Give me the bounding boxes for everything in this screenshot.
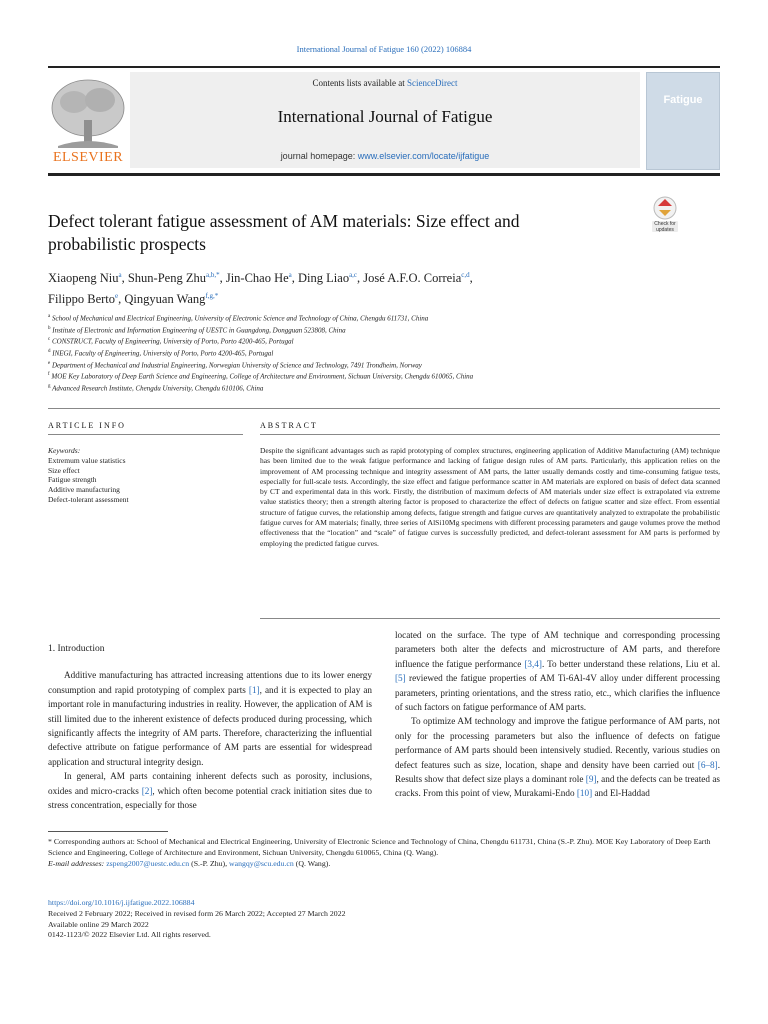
- affiliation-item: $^f$ MOE Key Laboratory of Deep Earth Science and Engineering, College of Architecture and Environment, Sichuan University, Chengdu 610065, China: [48, 372, 474, 381]
- keywords-label: Keywords:: [48, 446, 81, 455]
- author-aff[interactable]: a,c: [349, 271, 358, 279]
- reference-link[interactable]: [5]: [395, 673, 406, 684]
- affiliation-item: $^b$ Institute of Electronic and Information Engineering of UESTC in Guangdong, Dongguan 523808, China: [48, 325, 346, 334]
- divider: [260, 618, 720, 619]
- corresponding-author-note: * Corresponding authors at: School of Mechanical and Electrical Engineering, University of Electronic Science and Technology of China, Chengdu 611731, China (S.-P. Zhu). MOE Key Laboratory of Deep Earth Science and Engineering, College of Architecture and Environment, Sichuan University, Chengdu 610065, China (Q. Wang).: [48, 837, 711, 857]
- author-aff[interactable]: c,d: [461, 271, 470, 279]
- paragraph: In general, AM parts containing inherent defects such as porosity, inclusions, oxides and micro-cracks [2], which often become potential crack initiation sites due to stress concentration, especially for those: [48, 771, 372, 811]
- reference-link[interactable]: [6–8]: [697, 759, 718, 770]
- journal-homepage: [130, 151, 640, 161]
- divider: [260, 434, 720, 435]
- homepage-link[interactable]: www.elsevier.com/locate/ijfatigue: [357, 151, 490, 161]
- author[interactable]: Filippo Berto: [48, 292, 116, 307]
- received-dates: Received 2 February 2022; Received in revised form 26 March 2022; Accepted 27 March 2022: [48, 908, 346, 918]
- header-rule-top: [48, 66, 720, 68]
- author[interactable]: José A.F.O. Correia: [363, 271, 462, 286]
- author-aff[interactable]: f,g,*: [205, 292, 219, 301]
- contents-prefix: Contents lists available at: [312, 78, 407, 88]
- affiliation-item: $^e$ Department of Mechanical and Industrial Engineering, Norwegian University of Science and Technology, 7491 Trondheim, Norway: [48, 360, 422, 369]
- paragraph: located on the surface. The type of AM technique and corresponding processing parameters both alter the defects and microstructure of AM parts, and therefore influence the fatigue performance [3,4]. To better understand these relations, Liu et al. [5] reviewed the fatigue properties of AM Ti-6Al-4V alloy under different processing parameters, printing orientations, and the stress ratio, etc., which clarifies the influence of such factors on fatigue performance of AM parts.: [395, 630, 720, 713]
- affiliations: [48, 312, 668, 393]
- paragraph: Additive manufacturing has attracted increasing attentions due to its lower energy consumption and rapid prototyping of complex parts [1], and it is expected to play an important role in manufacturing industries in reality. However, the application of AM is still limited due to the inherent existence of defects produced during processing, which significantly affects the integrity of AM parts. Therefore, characterizing the influential defective attribute on fatigue performance of AM parts are essential for widespread application and structural integrity design.: [48, 670, 372, 767]
- keyword: Defect-tolerant assessment: [48, 494, 129, 504]
- article-metadata: [48, 898, 720, 941]
- section-heading: 1. Introduction: [48, 644, 105, 654]
- author[interactable]: Qingyuan Wang: [124, 292, 206, 307]
- affiliation-item: $^d$ INEGI, Faculty of Engineering, University of Porto, Porto 4200-465, Portugal: [48, 348, 274, 358]
- body-column-right: [395, 628, 720, 801]
- journal-cover-thumbnail[interactable]: [646, 72, 720, 170]
- author-aff[interactable]: a,b,*: [205, 271, 220, 279]
- doi-link[interactable]: https://doi.org/10.1016/j.ijfatigue.2022.106884: [48, 898, 195, 907]
- copyright: 0142-1123/© 2022 Elsevier Ltd. All rights reserved.: [48, 930, 211, 940]
- reference-link[interactable]: [3,4]: [524, 658, 542, 669]
- abstract-text: Despite the significant advantages such as rapid prototyping of complex structures, engineering application of Additive Manufacturing (AM) technique has been limited due to the weak fatigue performance and lacking of fatigue design rules of AM parts. Particularly, this application relies on the improvement of AM processing technique and integrity assessment of AM parts, the latter usually demands costly and time-consuming fatigue tests, especially for full-scale tests. Accordingly, the size effect and fatigue performance scatter in AM materials are explored on basis of defect data scanned by CT and experimental data in this work. Firstly, the distribution of maximum defects of AM materials under size effect is extrapolated via extreme value statistics theory; then a strength altering factor is proposed to characterize the effect of defects on fatigue scatter and size effect. From essential structure of fatigue curves, the relationship among defects, fatigue strength and fatigue curves are quantitatively analyzed to extrapolate the probabilistic fatigue curves for AM materials; finally, three series of AlSi10Mg specimens with different processing parameters and gauge volumes prove the method effectiveness that the “location” and “scale” of fatigue curves is successfully predicted, and defect-tolerant assessment for AM parts is performed by employing the predicted fatigue curves.: [260, 446, 720, 548]
- reference-link[interactable]: [1]: [248, 684, 260, 695]
- divider: [48, 434, 243, 435]
- affiliation-item: $^a$ School of Mechanical and Electrical Engineering, University of Electronic Science and Technology of China, Chengdu 611731, China: [48, 314, 429, 323]
- divider: [48, 408, 720, 409]
- keyword: Fatigue strength: [48, 475, 97, 485]
- homepage-label: journal homepage:: [280, 151, 358, 161]
- cover-title: Fatigue: [663, 94, 703, 106]
- author-aff[interactable]: a: [288, 271, 292, 279]
- available-online: Available online 29 March 2022: [48, 919, 149, 929]
- footnote: [48, 837, 720, 869]
- keyword: Size effect: [48, 465, 80, 475]
- email-line: E-mail addresses: zspeng2007@uestc.edu.cn (S.-P. Zhu), wangqy@scu.edu.cn (Q. Wang).: [48, 858, 331, 868]
- contents-line: [130, 78, 640, 88]
- author-aff[interactable]: e: [115, 292, 119, 301]
- sciencedirect-link[interactable]: ScienceDirect: [407, 78, 458, 88]
- author-list: Xiaopeng Niu$^a$, Shun-Peng Zhu$^{a,b,*}$, Jin-Chao He$^a$, Ding Liao$^{a,c}$, José A.F.O. Correia$^{c,d}$, Filippo Berto$^e$, Qingyuan Wang$^{f,g,*}$: [48, 271, 473, 307]
- email-link[interactable]: zspeng2007@uestc.edu.cn: [106, 858, 190, 868]
- affiliation-item: $^c$ CONSTRUCT, Faculty of Engineering, University of Porto, Porto 4200-465, Portugal: [48, 337, 294, 346]
- elsevier-wordmark: ELSEVIER: [52, 150, 124, 165]
- paragraph: To optimize AM technology and improve the fatigue performance of AM parts, not only for the processing parameters but also the influence of defects on fatigue performance of AM parts should been intensively studied. Recently, various studies on defect features such as size, location, shape and density have been carried out [6–8]. Results show that defect size plays a dominant role [9], and the defects can be treated as cracks. From this point of view, Murakami-Endo [10] and El-Haddad: [395, 716, 720, 799]
- email-link[interactable]: wangqy@scu.edu.cn: [229, 858, 294, 868]
- reference-link[interactable]: [10]: [576, 788, 593, 799]
- reference-link[interactable]: [2]: [141, 785, 153, 796]
- reference-link[interactable]: [9]: [585, 774, 597, 785]
- journal-title: International Journal of Fatigue: [277, 107, 493, 126]
- author[interactable]: Xiaopeng Niu: [48, 271, 119, 286]
- keywords-block: [48, 446, 248, 505]
- article-title: Defect tolerant fatigue assessment of AM materials: Size effect and probabilistic prospects: [48, 211, 520, 254]
- keyword: Additive manufacturing: [48, 485, 120, 495]
- affiliation-item: $^g$ Advanced Research Institute, Chengdu University, Chengdu 610106, China: [48, 383, 264, 393]
- journal-citation[interactable]: International Journal of Fatigue 160 (2022) 106884: [296, 44, 472, 54]
- abstract-heading: ABSTRACT: [260, 421, 318, 430]
- author[interactable]: Ding Liao: [298, 271, 350, 286]
- crossmark-label: Check for updates: [654, 221, 676, 233]
- author-aff[interactable]: a: [118, 271, 122, 279]
- keyword: Extremum value statistics: [48, 455, 126, 465]
- article-info-heading: ARTICLE INFO: [48, 421, 126, 430]
- header-rule-bottom: [48, 173, 720, 176]
- author[interactable]: Shun-Peng Zhu: [127, 271, 206, 286]
- body-column-left: [48, 642, 372, 812]
- footnote-rule: [48, 831, 168, 832]
- author[interactable]: Jin-Chao He: [225, 271, 289, 286]
